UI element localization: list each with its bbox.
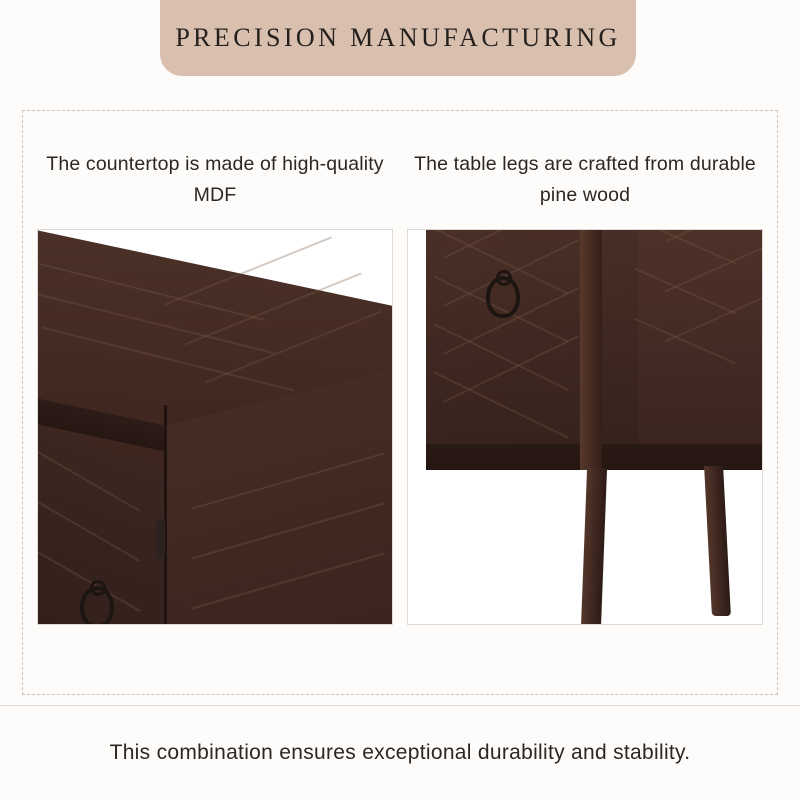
table-legs-photo — [407, 229, 763, 625]
countertop-corner-photo — [37, 229, 393, 625]
feature-column-countertop — [37, 149, 393, 694]
hinge-icon — [156, 520, 165, 558]
cabinet-corner-post — [580, 230, 602, 470]
caption-countertop: The countertop is made of high-quality MDF — [46, 153, 384, 206]
ring-pull-handle-icon — [80, 586, 114, 624]
content-panel — [22, 110, 778, 695]
header-banner — [160, 0, 636, 76]
footer — [0, 706, 800, 800]
countertop-photo-inner — [38, 230, 392, 624]
right-leg — [704, 466, 731, 616]
footer-text: This combination ensures exceptional durability and stability. — [109, 741, 691, 764]
ring-pull-handle-icon — [486, 276, 520, 318]
caption-legs: The table legs are crafted from durable pine wood — [414, 153, 756, 206]
cabinet-side-panel — [638, 230, 762, 460]
feature-column-legs — [407, 149, 763, 694]
page-title: PRECISION MANUFACTURING — [175, 23, 621, 52]
front-leg — [581, 468, 607, 624]
cabinet-corner-seam — [164, 405, 167, 624]
legs-photo-inner — [408, 230, 762, 624]
feature-columns — [23, 111, 777, 694]
